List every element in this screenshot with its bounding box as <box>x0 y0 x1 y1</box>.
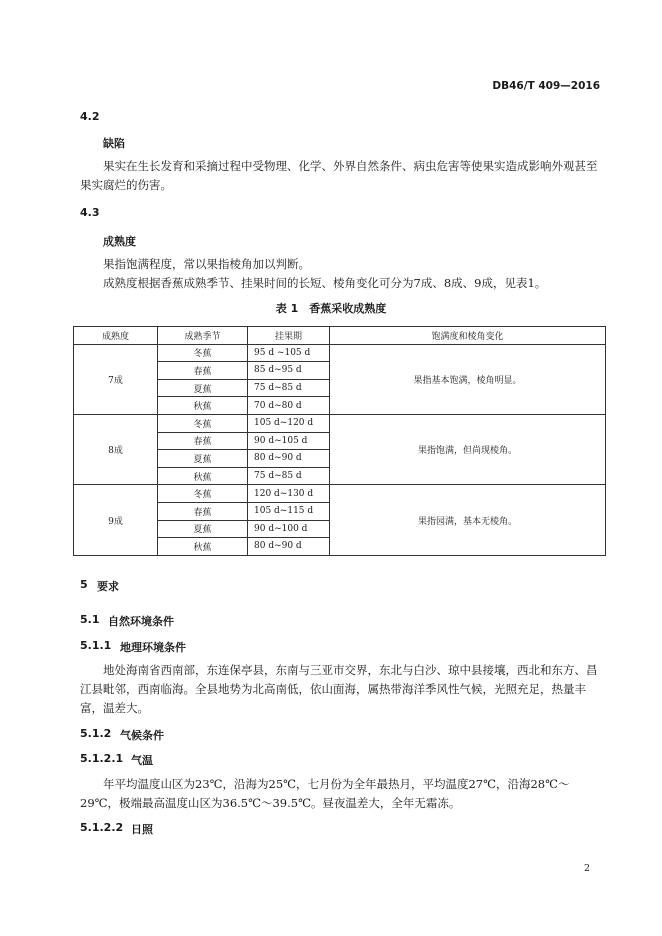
section-4-2-text: 果实在生长发育和采摘过程中受物理、化学、外界自然条件、病虫危害等使果实造成影响外观甚至果实腐烂的伤害。 <box>80 159 598 192</box>
section-5-number: 5 <box>80 578 88 591</box>
period-cell: 70 d~80 d <box>248 397 330 415</box>
desc-cell: 果指基本饱满，棱角明显。 <box>330 344 606 414</box>
grade-cell: 8成 <box>74 414 158 484</box>
section-4-2-number: 4.2 <box>80 110 100 123</box>
desc-cell: 果指饱满，但尚现棱角。 <box>330 414 606 484</box>
period-cell: 85 d~95 d <box>248 362 330 380</box>
header-period: 挂果期 <box>248 327 330 345</box>
section-5-1-2-title: 气候条件 <box>120 729 164 742</box>
season-cell: 秋蕉 <box>158 467 248 485</box>
grade-cell: 7成 <box>74 344 158 414</box>
table-row <box>74 344 606 362</box>
period-cell: 105 d~120 d <box>248 414 330 432</box>
section-5-1-1-number: 5.1.1 <box>80 639 112 652</box>
section-5-1-number: 5.1 <box>80 613 100 626</box>
period-cell: 90 d~100 d <box>248 520 330 538</box>
section-5-1-2-2-title: 日照 <box>131 823 153 836</box>
table-header-row <box>74 327 606 345</box>
grade-cell: 9成 <box>74 485 158 555</box>
section-4-3-title: 成熟度 <box>103 235 136 248</box>
season-cell: 冬蕉 <box>158 485 248 503</box>
period-cell: 105 d~115 d <box>248 502 330 520</box>
period-cell: 80 d~90 d <box>248 538 330 556</box>
section-5-1-2-number: 5.1.2 <box>80 727 112 740</box>
period-cell: 120 d~130 d <box>248 485 330 503</box>
section-5-1-1-title: 地理环境条件 <box>120 641 186 654</box>
header-season: 成熟季节 <box>158 327 248 345</box>
section-4-3-line2: 成熟度根据香蕉成熟季节、挂果时间的长短、棱角变化可分为7成、8成、9成，见表1。 <box>103 276 547 290</box>
period-cell: 95 d ~105 d <box>248 344 330 362</box>
header-grade: 成熟度 <box>74 327 158 345</box>
period-cell: 80 d~90 d <box>248 450 330 468</box>
season-cell: 冬蕉 <box>158 344 248 362</box>
season-cell: 夏蕉 <box>158 520 248 538</box>
section-5-1-2-1-number: 5.1.2.1 <box>80 752 124 765</box>
period-cell: 75 d~85 d <box>248 467 330 485</box>
section-4-3-number: 4.3 <box>80 206 100 219</box>
season-cell: 夏蕉 <box>158 379 248 397</box>
period-cell: 75 d~85 d <box>248 379 330 397</box>
season-cell: 夏蕉 <box>158 450 248 468</box>
section-4-3-line1: 果指饱满程度，常以果指棱角加以判断。 <box>103 257 310 271</box>
season-cell: 春蕉 <box>158 502 248 520</box>
table-row <box>74 485 606 503</box>
section-5-1-2-1-title: 气温 <box>131 754 153 767</box>
section-5-title: 要求 <box>97 580 119 593</box>
table-row <box>74 414 606 432</box>
season-cell: 冬蕉 <box>158 414 248 432</box>
section-5-1-2-1-text: 年平均温度山区为23℃，沿海为25℃，七月份为全年最热月，平均温度27℃，沿海28℃～29℃，极端最高温度山区为36.5℃～39.5℃。昼夜温差大，全年无霜冻。 <box>80 777 570 810</box>
header-desc: 饱满度和棱角变化 <box>330 327 606 345</box>
season-cell: 春蕉 <box>158 362 248 380</box>
section-5-1-1-text: 地处海南省西南部，东连保亭县，东南与三亚市交界，东北与白沙、琼中县接壤，西北和东方、昌江县毗邻，西南临海。全县地势为北高南低，依山面海，属热带海洋季风性气候，光照充足，热量丰富，温差大。 <box>80 663 598 715</box>
section-4-2-title: 缺陷 <box>103 137 125 150</box>
season-cell: 春蕉 <box>158 432 248 450</box>
period-cell: 90 d~105 d <box>248 432 330 450</box>
document-code: DB46/T 409—2016 <box>492 80 600 92</box>
season-cell: 秋蕉 <box>158 397 248 415</box>
section-5-1-title: 自然环境条件 <box>108 615 174 628</box>
page-number: 2 <box>583 863 590 874</box>
section-5-1-2-2-number: 5.1.2.2 <box>80 821 124 834</box>
desc-cell: 果指园满，基本无棱角。 <box>330 485 606 555</box>
maturity-table <box>73 326 606 556</box>
season-cell: 秋蕉 <box>158 538 248 556</box>
table-caption: 表 1 香蕉采收成熟度 <box>275 302 387 315</box>
